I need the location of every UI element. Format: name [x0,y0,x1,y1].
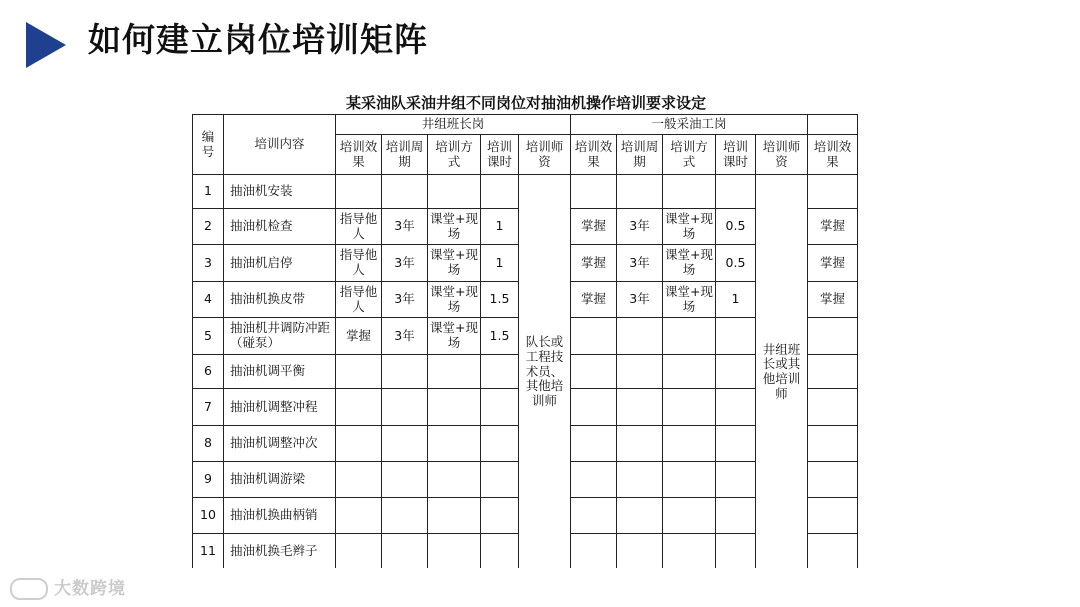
cell-c: 掌握 [808,282,858,318]
cell-b: 0.5 [716,209,756,245]
cell-a [481,389,519,426]
cell-a [382,534,428,569]
subheader-b: 培训课时 [716,135,756,175]
cell-b [716,318,756,355]
cell-a: 指导他人 [336,209,382,245]
watermark-text: 大数跨境 [54,579,126,599]
logo-icon [10,578,48,600]
row-number: 6 [193,355,224,389]
title-triangle-icon [26,22,66,68]
cell-a: 1 [481,209,519,245]
cell-a [382,462,428,498]
cell-b [617,175,663,209]
cell-a: 3年 [382,282,428,318]
cell-a [481,534,519,569]
row-number: 11 [193,534,224,569]
cell-a: 课堂+现场 [428,245,481,282]
cell-a: 课堂+现场 [428,282,481,318]
row-number: 2 [193,209,224,245]
cell-b: 掌握 [571,245,617,282]
cell-c [808,318,858,355]
cell-b [571,175,617,209]
row-number: 3 [193,245,224,282]
cell-a [428,426,481,462]
header-group-b: 一般采油工岗 [571,115,808,135]
cell-b [663,389,716,426]
cell-b [663,534,716,569]
cell-b [617,426,663,462]
cell-a [481,355,519,389]
cell-b [663,318,716,355]
cell-b [716,175,756,209]
cell-b [617,355,663,389]
cell-a [481,175,519,209]
row-number: 1 [193,175,224,209]
cell-a: 课堂+现场 [428,318,481,355]
cell-a: 1.5 [481,318,519,355]
subheader-a: 培训周期 [382,135,428,175]
cell-a [336,534,382,569]
cell-b [663,462,716,498]
cell-b: 3年 [617,245,663,282]
row-number: 5 [193,318,224,355]
cell-b [571,534,617,569]
row-content: 抽油机换曲柄销 [224,498,336,534]
row-content: 抽油机检查 [224,209,336,245]
cell-c [808,389,858,426]
cell-b [663,498,716,534]
cell-a: 指导他人 [336,245,382,282]
cell-a [481,498,519,534]
cell-a: 3年 [382,318,428,355]
header-group-c [808,115,858,135]
row-content: 抽油机换皮带 [224,282,336,318]
row-number: 7 [193,389,224,426]
cell-c: 掌握 [808,209,858,245]
subheader-b: 培训周期 [617,135,663,175]
cell-b: 课堂+现场 [663,209,716,245]
cell-b [617,389,663,426]
cell-c [808,175,858,209]
row-number: 10 [193,498,224,534]
row-number: 4 [193,282,224,318]
subheader-a: 培训课时 [481,135,519,175]
cell-b [716,534,756,569]
cell-c [808,462,858,498]
cell-b [663,426,716,462]
cell-b: 1 [716,282,756,318]
cell-b [716,498,756,534]
row-content: 抽油机调游梁 [224,462,336,498]
row-content: 抽油机调平衡 [224,355,336,389]
cell-a [382,389,428,426]
subheader-b: 培训师资 [756,135,808,175]
cell-b [571,426,617,462]
cell-a [336,498,382,534]
cell-b [571,498,617,534]
slide-title: 如何建立岗位培训矩阵 [88,20,428,59]
subheader-a: 培训效果 [336,135,382,175]
cell-a: 1 [481,245,519,282]
subheader-b: 培训效果 [571,135,617,175]
cell-b: 0.5 [716,245,756,282]
cell-b: 3年 [617,282,663,318]
training-table [192,114,858,568]
cell-b [617,462,663,498]
cell-a [382,426,428,462]
cell-c [808,534,858,569]
row-content: 抽油机换毛辫子 [224,534,336,569]
cell-b [716,426,756,462]
subheader-c: 培训效果 [808,135,858,175]
cell-b [571,462,617,498]
cell-b [716,462,756,498]
cell-b: 课堂+现场 [663,245,716,282]
table-row [193,175,858,209]
cell-b [617,498,663,534]
header-content: 培训内容 [224,115,336,175]
cell-a [481,426,519,462]
cell-a [382,355,428,389]
cell-a [481,462,519,498]
cell-b [716,355,756,389]
cell-a [428,355,481,389]
subheader-b: 培训方式 [663,135,716,175]
header-group-a: 井组班长岗 [336,115,571,135]
row-number: 8 [193,426,224,462]
cell-c [808,355,858,389]
teacher-a: 队长或工程技术员、其他培训师 [519,175,571,569]
cell-b: 掌握 [571,282,617,318]
cell-a: 课堂+现场 [428,209,481,245]
cell-a [382,175,428,209]
watermark [10,574,126,600]
table-caption: 某采油队采油井组不同岗位对抽油机操作培训要求设定 [345,94,706,112]
cell-b [617,318,663,355]
cell-a: 3年 [382,209,428,245]
cell-b [617,534,663,569]
cell-b [663,175,716,209]
cell-b: 3年 [617,209,663,245]
slide-header [0,0,1080,80]
training-matrix [192,92,860,568]
cell-b [716,389,756,426]
subheader-a: 培训师资 [519,135,571,175]
cell-c: 掌握 [808,245,858,282]
cell-a [336,462,382,498]
header-number: 编号 [193,115,224,175]
row-content: 抽油机调整冲程 [224,389,336,426]
cell-b [571,355,617,389]
cell-b [571,389,617,426]
teacher-b: 井组班长或其他培训师 [756,175,808,569]
cell-a: 指导他人 [336,282,382,318]
cell-a [428,498,481,534]
cell-a: 掌握 [336,318,382,355]
cell-a [428,175,481,209]
cell-a [336,389,382,426]
row-content: 抽油机安装 [224,175,336,209]
row-content: 抽油机井调防冲距（碰泵） [224,318,336,355]
cell-a [428,534,481,569]
cell-b [663,355,716,389]
cell-a [428,462,481,498]
cell-a [382,498,428,534]
cell-a: 1.5 [481,282,519,318]
row-number: 9 [193,462,224,498]
cell-a [336,426,382,462]
cell-c [808,426,858,462]
cell-a [336,355,382,389]
row-content: 抽油机启停 [224,245,336,282]
cell-b: 课堂+现场 [663,282,716,318]
cell-b [571,318,617,355]
cell-a [336,175,382,209]
cell-a [428,389,481,426]
cell-c [808,498,858,534]
subheader-a: 培训方式 [428,135,481,175]
cell-b: 掌握 [571,209,617,245]
cell-a: 3年 [382,245,428,282]
row-content: 抽油机调整冲次 [224,426,336,462]
